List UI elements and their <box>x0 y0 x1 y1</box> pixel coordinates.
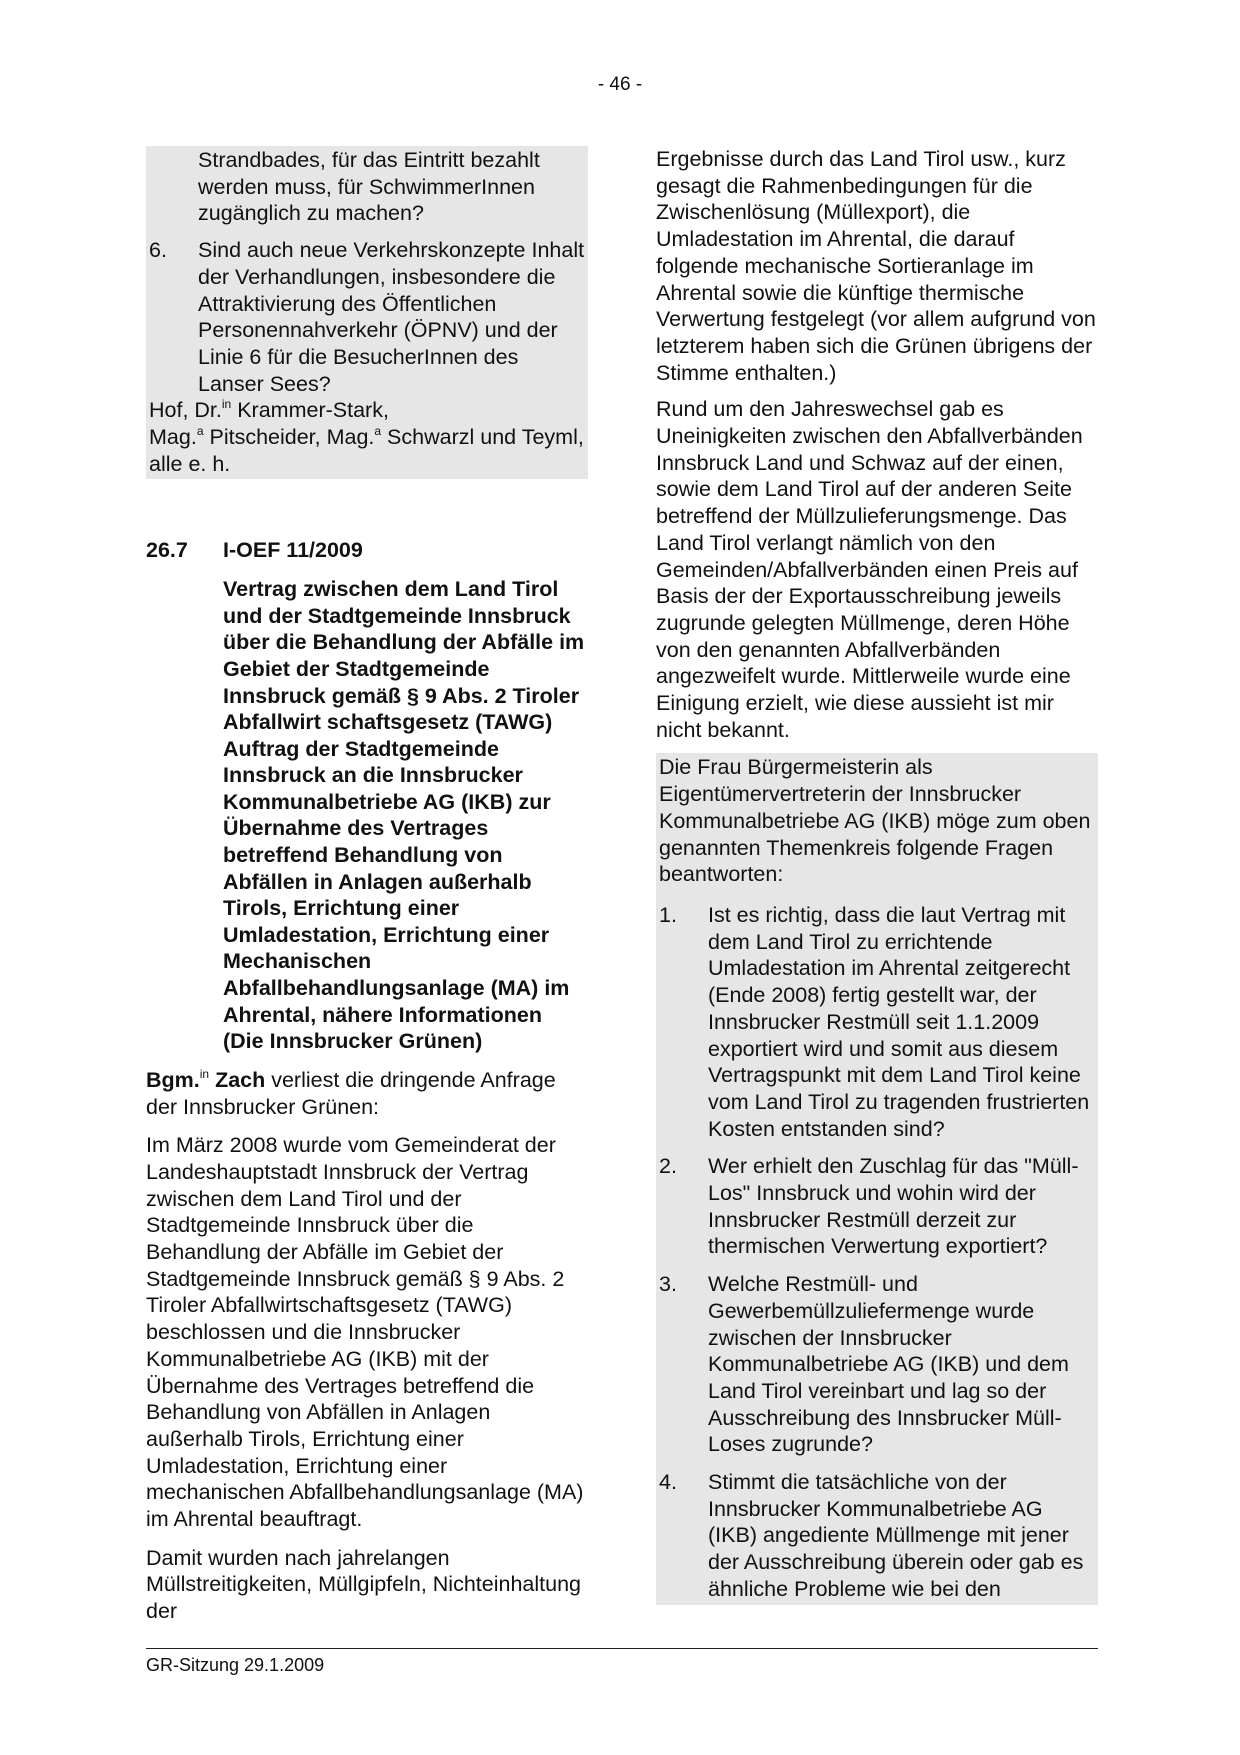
questions-box-left <box>146 146 588 479</box>
footer-divider <box>146 1648 1098 1649</box>
question-1 <box>659 902 1096 1142</box>
section-number: 26.7 <box>146 538 188 563</box>
section-26-7 <box>146 537 588 1054</box>
question-continuation-text: Strandbades, für das Eintritt bezahlt werden muss, für SchwimmerInnen zugänglich zu machen? <box>198 148 540 226</box>
question-number: 1. <box>659 902 677 927</box>
question-3 <box>659 1271 1096 1458</box>
question-number: 4. <box>659 1470 677 1495</box>
section-title-part-1: Vertrag zwischen dem Land Tirol und der Stadtgemeinde Innsbruck über die Behandlung der Abfälle im Gebiet der Stadtgemeinde Innsbruck gemäß § 9 Abs. 2 Tiroler Abfallwirt schaftsgesetz (TAWG) <box>223 577 585 735</box>
body-paragraph-4: Rund um den Jahreswechsel gab es Uneinigkeiten zwischen den Abfallverbänden Innsbruck Land und Schwaz auf der einen, sowie dem Land Tirol auf der anderen Seite betreffend der Müllzulieferungsmenge. Das Land Tirol verlangt nämlich von den Gemeinden/Abfallverbänden einen Preis auf Basis der der Exportausschreibung jeweils zugrunde gelegten Müllmenge, deren Höhe von den genannten Abfallverbänden angezweifelt wurde. Mittlerweile wurde eine Einigung erzielt, wie diese aussieht ist mir nicht bekannt. <box>656 397 1083 742</box>
body-paragraph-3: Ergebnisse durch das Land Tirol usw., kurz gesagt die Rahmenbedingungen für die Zwischenlösung (Müllexport), die Umladestation im Ahrental, die darauf folgende mechanische Sortieranlage im Ahrental sowie die künftige thermische Verwertung festgelegt (vor allem aufgrund von letzterem haben sich die Grünen übrigens der Stimme enthalten.) <box>656 147 1096 385</box>
question-6 <box>149 237 586 397</box>
question-text: Ist es richtig, dass die laut Vertrag mit dem Land Tirol zu errichtende Umladestation im Ahrental zeitgerecht (Ende 2008) fertig gestellt war, der Innsbrucker Restmüll seit 1.1.2009 exportiert wird und somit aus diesem Vertragspunkt mit dem Land Tirol keine vom Land Tirol zu tragenden frustrierten Kosten entstanden sind? <box>708 902 1090 1141</box>
page-number: - 46 - <box>597 74 643 95</box>
left-column <box>146 146 588 1625</box>
section-title-part-2: Auftrag der Stadtgemeinde Innsbruck an die Innsbrucker Kommunalbetriebe AG (IKB) zur Übernahme des Vertrages betreffend Behandlung von Abfällen in Anlagen außerhalb Tirols, Errichtung einer Umladestation, Errichtung einer Mechanischen Abfallbehandlungsanlage (MA) im Ahrental, nähere Informationen (Die Innsbrucker Grünen) <box>223 736 570 1054</box>
question-continuation <box>149 147 586 227</box>
signatories: Hof, Dr.$^{in}$ Krammer-Stark, Mag.$^a$ Pitscheider, Mag.$^a$ Schwarzl und Teyml, alle e. h. <box>149 397 584 476</box>
question-2 <box>659 1153 1096 1260</box>
section-code: I-OEF 11/2009 <box>223 538 363 563</box>
question-4 <box>659 1469 1096 1603</box>
footer-text: GR-Sitzung 29.1.2009 <box>146 1655 325 1675</box>
question-text: Sind auch neue Verkehrskonzepte Inhalt der Verhandlungen, insbesondere die Attraktivierung des Öffentlichen Personennahverkehr (ÖPNV) und der Linie 6 für die BesucherInnen des Lanser Sees? <box>198 238 585 396</box>
body-paragraph-2: Damit wurden nach jahrelangen Müllstreitigkeiten, Müllgipfeln, Nichteinhaltung der <box>146 1545 581 1624</box>
questions-intro: Die Frau Bürgermeisterin als Eigentümervertreterin der Innsbrucker Kommunalbetriebe AG (IKB) möge zum oben genannten Themenkreis folgende Fragen beantworten: <box>659 755 1091 887</box>
question-number: 3. <box>659 1272 677 1297</box>
right-column <box>656 146 1098 1605</box>
question-number: 2. <box>659 1154 677 1179</box>
speaker-line: Bgm.$^{in}$ Zach verliest die dringende Anfrage der Innsbrucker Grünen: <box>146 1066 556 1119</box>
questions-list <box>659 902 1096 1603</box>
section-title <box>223 576 588 1055</box>
questions-box-right <box>656 753 1098 1604</box>
question-text: Welche Restmüll- und Gewerbemüllzuliefermenge wurde zwischen der Innsbrucker Kommunalbetriebe AG (IKB) und dem Land Tirol vereinbart und lag so der Ausschreibung des Innsbrucker Müll-Loses zugrunde? <box>708 1272 1069 1457</box>
section-heading <box>146 537 588 564</box>
question-text: Stimmt die tatsächliche von der Innsbrucker Kommunalbetriebe AG (IKB) angediente Müllmenge mit jener der Ausschreibung überein oder gab es ähnliche Probleme wie bei den <box>708 1470 1084 1601</box>
question-text: Wer erhielt den Zuschlag für das "Müll-Los" Innsbruck und wohin wird der Innsbrucker Restmüll derzeit zur thermischen Verwertung exportiert? <box>708 1154 1079 1259</box>
body-paragraph-1: Im März 2008 wurde vom Gemeinderat der Landeshauptstadt Innsbruck der Vertrag zwischen dem Land Tirol und der Stadtgemeinde Innsbruck über die Behandlung der Abfälle im Gebiet der Stadtgemeinde Innsbruck gemäß § 9 Abs. 2 Tiroler Abfallwirtschaftsgesetz (TAWG) beschlossen und die Innsbrucker Kommunalbetriebe AG (IKB) mit der Übernahme des Vertrages betreffend die Behandlung von Abfällen in Anlagen außerhalb Tirols, Errichtung einer Umladestation, Errichtung einer mechanischen Abfallbehandlungsanlage (MA) im Ahrental beauftragt. <box>146 1133 584 1532</box>
question-number: 6. <box>149 238 167 263</box>
